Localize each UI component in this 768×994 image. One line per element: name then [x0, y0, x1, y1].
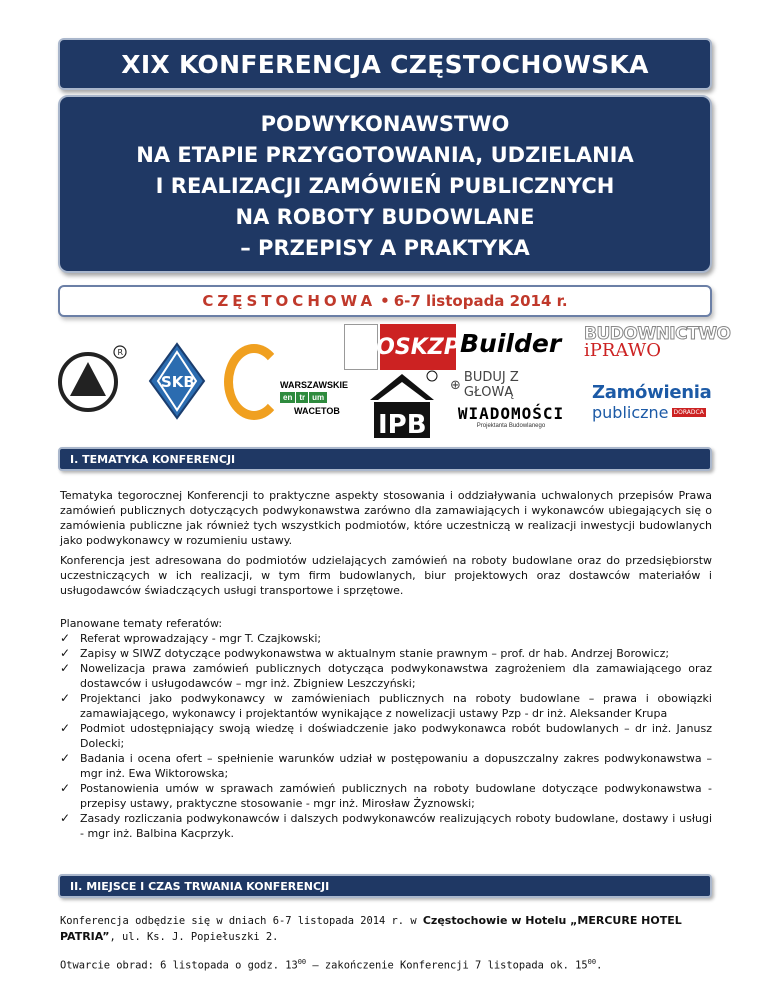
- cwc-box: en: [280, 392, 295, 403]
- builder-logo: Builder: [460, 328, 562, 358]
- checkmark-icon: ✓: [60, 646, 71, 660]
- list-item: ✓ Zasady rozliczania podwykonawców i dalszych podwykonawców realizujących roboty budowlane, dostawy i usługi - mgr inż. Balbina Kacprzyk.: [60, 811, 712, 840]
- section-header-tematyka: I. TEMATYKA KONFERENCJI: [58, 447, 712, 471]
- intro-paragraph: Tematyka tegorocznej Konferencji to praktyczne aspekty stosowania i oddziaływania uchwalonych przepisów Prawa zamówień publicznych dotyczących podwykonawstwa zarówno dla zamawiających i wykonawców ubiegających się o zamówienia publiczne jak również tych wszystkich podmiotów, które uczestniczą w realizacji inwestycji budowlanych jako podwykonawcy w rozumieniu ustawy.: [60, 489, 712, 547]
- place-paragraph: Konferencja odbędzie się w dniach 6-7 listopada 2014 r. w Częstochowie w Hotelu „MERCURE HOTEL PATRIA”, ul. Ks. J. Popiełuszki 2.: [60, 914, 682, 943]
- ipb-text: IPB: [378, 410, 427, 440]
- cwc-line2: WACETOB: [294, 406, 340, 416]
- checkmark-icon: ✓: [60, 631, 71, 645]
- list-item: ✓ Nowelizacja prawa zamówień publicznych dotycząca podwykonawstwa zagrożeniem dla zamawiającego oraz dostawców i usługodawców – mgr inż. Zbigniew Leszczyński;: [60, 661, 712, 690]
- topics-heading: Planowane tematy referatów:: [60, 617, 223, 630]
- cwc-logo: [224, 330, 364, 430]
- topics-list: [60, 616, 712, 841]
- zamowienia-logo: [592, 382, 716, 428]
- list-item: ✓ Postanowienia umów w sprawach zamówień publicznych na roboty budowlane dotyczące podwykonawstwa - przepisy ustawy, praktyczne stosowanie - mgr inż. Mirosław Żyznowski;: [60, 781, 712, 810]
- ipb-logo: [366, 370, 438, 440]
- wiadomosci-text: WIADOMOŚCI: [457, 404, 565, 423]
- date-city: CZĘSTOCHOWA: [202, 292, 377, 310]
- subject-line: – PRZEPISY A PRAKTYKA: [240, 236, 530, 260]
- checkmark-icon: ✓: [60, 751, 71, 765]
- list-item: ✓ Projektanci jako podwykonawcy w zamówieniach publicznych na roboty budowlane – prawa i obowiązki zamawiającego, wykonawcy i projektantów wynikające z nowelizacji ustawy Pzp - dr inż. Aleksander Krupa: [60, 691, 712, 720]
- sekb-logo: [146, 340, 208, 422]
- oskzp-text: OSKZP: [380, 324, 456, 370]
- date-separator: •: [380, 292, 390, 310]
- list-item: ✓ Badania i ocena ofert – spełnienie warunków udział w postępowaniu a dopuszczalny zakres podwykonawstwa – mgr inż. Ewa Wiktorowska;: [60, 751, 712, 780]
- zamowienia-line2: publiczne: [592, 403, 669, 422]
- subject-line: NA ETAPIE PRZYGOTOWANIA, UDZIELANIA: [136, 143, 634, 167]
- budownictwo-line1: BUDOWNICTWO: [584, 324, 731, 344]
- buduj-text: BUDUJ Z GŁOWĄ: [463, 370, 519, 400]
- cwc-line1: WARSZAWSKIE: [280, 380, 349, 390]
- schedule-paragraph: Otwarcie obrad: 6 listopada o godz. $13^{00}$ – zakończenie Konferencji 7 listopada ok. $15^{00}$.: [60, 958, 603, 972]
- list-item: ✓ Referat wprowadzający - mgr T. Czajkowski;: [60, 631, 322, 645]
- list-item: ✓ Zapisy w SIWZ dotyczące podwykonawstwa w aktualnym stanie prawnym – prof. dr hab. Andrzej Borowicz;: [60, 646, 670, 660]
- conference-title: XIX KONFERENCJA CZĘSTOCHOWSKA: [58, 38, 712, 90]
- wiadomosci-sub: Projektanta Budowlanego: [476, 423, 546, 429]
- zamowienia-line1: Zamówienia: [592, 382, 712, 403]
- cwc-box: um: [309, 392, 327, 403]
- checkmark-icon: ✓: [60, 691, 71, 705]
- oskzp-logo: [344, 324, 460, 370]
- cwc-box: tr: [296, 392, 308, 403]
- checkmark-icon: ✓: [60, 721, 71, 735]
- budownictwo-logo: [584, 324, 731, 364]
- venue-name: Częstochowie w Hotelu „MERCURE HOTEL PATRIA”: [60, 914, 682, 943]
- buduj-z-glowa-logo: [450, 370, 572, 400]
- audience-paragraph: Konferencja jest adresowana do podmiotów udzielających zamówień na roboty budowlane oraz do przedsiębiorstw uczestniczących w ich realizacji, w tym firm budowlanych, biur projektowych oraz dostawców materiałów i usługodawców świadczących usługi transportowe i sprzętowe.: [60, 554, 712, 597]
- subject-line: PODWYKONAWSTWO: [260, 112, 510, 136]
- checkmark-icon: ✓: [60, 661, 71, 675]
- budownictwo-line2: iPRAWO: [584, 340, 661, 361]
- section-header-miejsce: II. MIEJSCE I CZAS TRWANIA KONFERENCJI: [58, 874, 712, 898]
- checkmark-icon: ✓: [60, 781, 71, 795]
- subject-line: I REALIZACJI ZAMÓWIEŃ PUBLICZNYCH: [155, 174, 615, 198]
- conference-subject: [58, 95, 712, 273]
- date-text: 6-7 listopada 2014 r.: [393, 292, 568, 310]
- partner-logos: [52, 322, 731, 440]
- svg-text:R: R: [117, 348, 124, 357]
- subject-line: NA ROBOTY BUDOWLANE: [235, 205, 535, 229]
- pifsk-logo: [52, 342, 132, 414]
- list-item: ✓ Podmiot udostępniający swoją wiedzę i doświadczenie jako podwykonawca robót budowlanych – dr inż. Janusz Dolecki;: [60, 721, 712, 750]
- date-banner: [58, 285, 712, 317]
- zamowienia-badge: DORADCA: [673, 409, 704, 416]
- checkmark-icon: ✓: [60, 811, 71, 825]
- head-icon: ⊕: [450, 377, 461, 393]
- svg-text:SKB: SKB: [161, 373, 195, 391]
- wiadomosci-logo: [444, 404, 578, 436]
